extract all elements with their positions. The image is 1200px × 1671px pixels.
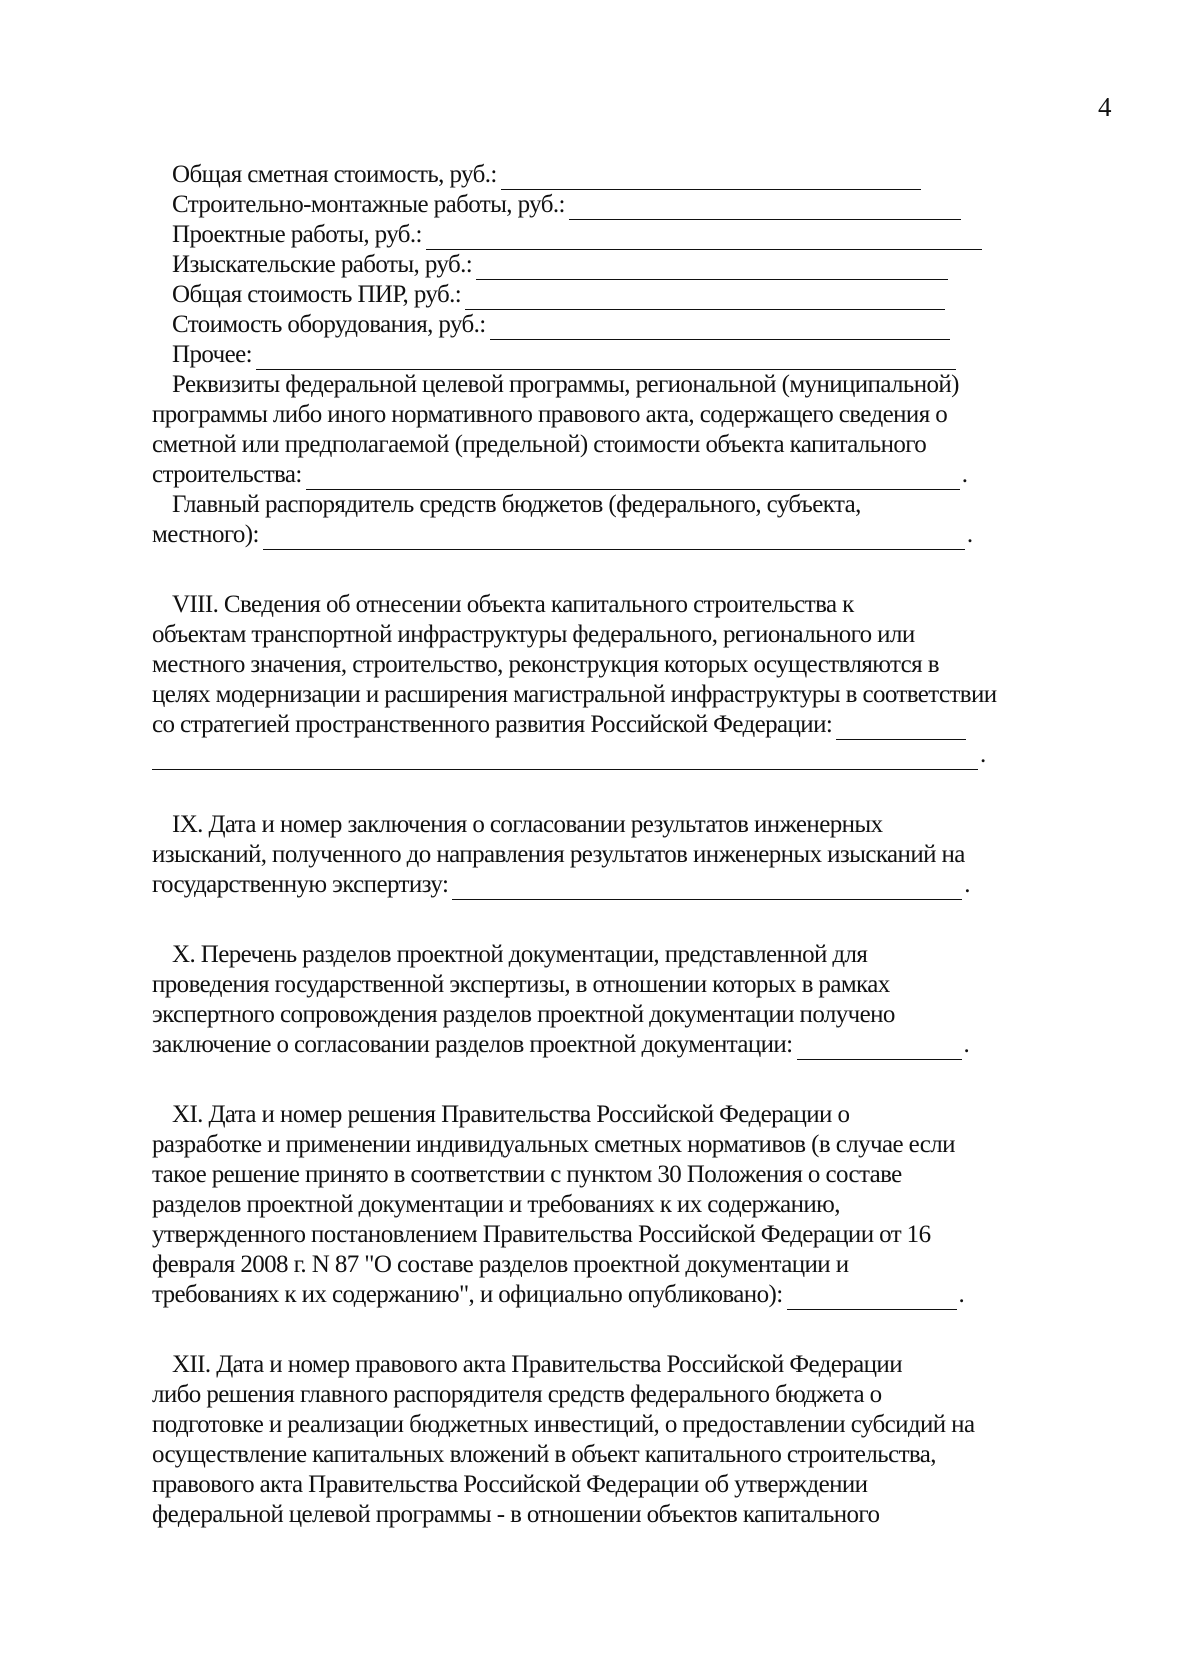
cost-line-total xyxy=(152,160,1092,190)
blank-field[interactable] xyxy=(797,1038,962,1060)
cost-label: Проектные работы, руб.: xyxy=(172,221,422,248)
section-8-line-6 xyxy=(152,740,1002,770)
blank-field[interactable] xyxy=(476,258,948,280)
section-10-line-1: X. Перечень разделов проектной документации, представленной для xyxy=(172,941,868,968)
cost-label: Строительно-монтажные работы, руб.: xyxy=(172,191,565,218)
blank-field[interactable] xyxy=(465,288,945,310)
cost-line-equipment xyxy=(152,310,1002,340)
section-8-line-3: местного значения, строительство, реконструкция которых осуществляются в xyxy=(152,651,939,678)
section-9-line-2: изысканий, полученного до направления результатов инженерных изысканий на xyxy=(152,841,965,868)
blank-field[interactable] xyxy=(490,318,950,340)
chief-manager-line-2 xyxy=(152,520,1002,550)
blank-field[interactable] xyxy=(426,228,982,250)
chief-manager-line-1: Главный распорядитель средств бюджетов (федерального, субъекта, xyxy=(172,491,861,518)
section-8-line-5 xyxy=(152,710,1002,740)
cost-line-design xyxy=(152,220,1002,250)
blank-field[interactable] xyxy=(306,468,960,490)
period: . xyxy=(961,461,968,488)
section-12-line-2: либо решения главного распорядителя средств федерального бюджета о xyxy=(152,1381,882,1408)
section-12-line-3: подготовке и реализации бюджетных инвестиций, о предоставлении субсидий на xyxy=(152,1411,975,1438)
period: . xyxy=(980,741,986,768)
section-9-line-1: IX. Дата и номер заключения о согласовании результатов инженерных xyxy=(172,811,883,838)
section-8-label: со стратегией пространственного развития Российской Федерации: xyxy=(152,711,833,738)
blank-field[interactable] xyxy=(569,198,961,220)
requisites-label: строительства: xyxy=(152,461,302,488)
period: . xyxy=(964,871,970,898)
cost-label: Стоимость оборудования, руб.: xyxy=(172,311,486,338)
blank-field[interactable] xyxy=(836,718,966,740)
blank-field[interactable] xyxy=(263,528,965,550)
section-11-line-2: разработке и применении индивидуальных сметных нормативов (в случае если xyxy=(152,1131,955,1158)
section-12-line-4: осуществление капитальных вложений в объект капитального строительства, xyxy=(152,1441,936,1468)
section-11-line-6: февраля 2008 г. N 87 "О составе разделов проектной документации и xyxy=(152,1251,849,1278)
cost-label: Прочее: xyxy=(172,341,252,368)
cost-label: Общая сметная стоимость, руб.: xyxy=(172,161,497,188)
section-11-label: требованиях к их содержанию", и официально опубликовано): xyxy=(152,1281,783,1308)
section-12-line-1: XII. Дата и номер правового акта Правительства Российской Федерации xyxy=(172,1351,902,1378)
section-12-line-6: федеральной целевой программы - в отношении объектов капитального xyxy=(152,1501,880,1528)
chief-manager-label: местного): xyxy=(152,521,259,548)
period: . xyxy=(966,521,973,548)
section-11-line-1: XI. Дата и номер решения Правительства Российской Федерации о xyxy=(172,1101,850,1128)
section-9-label: государственную экспертизу: xyxy=(152,871,449,898)
section-8-line-1: VIII. Сведения об отнесении объекта капитального строительства к xyxy=(172,591,854,618)
section-11-line-4: разделов проектной документации и требованиях к их содержанию, xyxy=(152,1191,840,1218)
section-9-line-3 xyxy=(152,870,1002,900)
requisites-line-4 xyxy=(152,460,1002,490)
cost-line-other xyxy=(152,340,1002,370)
cost-line-construction xyxy=(152,190,1002,220)
section-11-line-7 xyxy=(152,1280,1002,1310)
section-10-line-3: экспертного сопровождения разделов проектной документации получено xyxy=(152,1001,895,1028)
blank-field[interactable] xyxy=(787,1288,957,1310)
section-8-line-2: объектам транспортной инфраструктуры федерального, регионального или xyxy=(152,621,915,648)
period: . xyxy=(963,1031,970,1058)
blank-field[interactable] xyxy=(501,168,921,190)
section-12-line-5: правового акта Правительства Российской Федерации об утверждении xyxy=(152,1471,868,1498)
cost-line-pir xyxy=(152,280,1002,310)
section-10-line-4 xyxy=(152,1030,1002,1060)
section-10-line-2: проведения государственной экспертизы, в отношении которых в рамках xyxy=(152,971,890,998)
section-10-label: заключение о согласовании разделов проектной документации: xyxy=(152,1031,793,1058)
period: . xyxy=(958,1281,965,1308)
requisites-line-2: программы либо иного нормативного правового акта, содержащего сведения о xyxy=(152,401,948,428)
requisites-line-3: сметной или предполагаемой (предельной) стоимости объекта капитального xyxy=(152,431,927,458)
blank-field[interactable] xyxy=(452,878,962,900)
blank-field[interactable] xyxy=(256,348,956,370)
section-8-line-4: целях модернизации и расширения магистральной инфраструктуры в соответствии xyxy=(152,681,997,708)
cost-line-survey xyxy=(152,250,1002,280)
blank-field[interactable] xyxy=(152,748,978,770)
page-number: 4 xyxy=(1098,92,1112,122)
section-11-line-3: такое решение принято в соответствии с пунктом 30 Положения о составе xyxy=(152,1161,902,1188)
cost-label: Изыскательские работы, руб.: xyxy=(172,251,473,278)
cost-label: Общая стоимость ПИР, руб.: xyxy=(172,281,462,308)
requisites-line-1: Реквизиты федеральной целевой программы, региональной (муниципальной) xyxy=(172,371,959,398)
section-11-line-5: утвержденного постановлением Правительства Российской Федерации от 16 xyxy=(152,1221,931,1248)
document-body xyxy=(152,160,1002,1530)
